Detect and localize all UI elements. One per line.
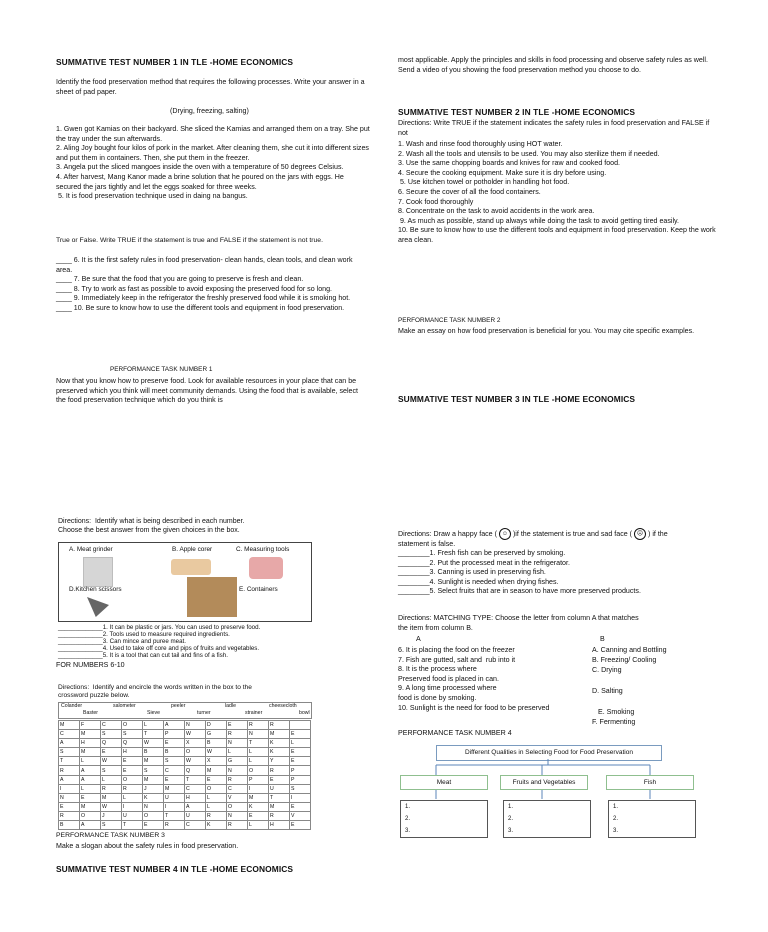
puzzle-word: strainer (245, 710, 263, 716)
grid-cell: H (185, 793, 206, 802)
tools-item: _____________3. Can mince and puree meat. (58, 638, 186, 645)
grid-row (59, 802, 311, 811)
grid-cell: P (248, 775, 269, 784)
grid-cell: E (59, 802, 80, 811)
grid-cell: N (185, 721, 206, 730)
grid-cell: G (206, 730, 227, 739)
face-directions (398, 528, 718, 550)
grid-cell: M (80, 730, 101, 739)
grid-row (59, 739, 311, 748)
grid-cell: B (59, 821, 80, 830)
grid-cell: A (80, 821, 101, 830)
tf-item: ____ 6. It is the first safety rules in food preservation- clean hands, clean tools, and clean work area. (56, 256, 355, 274)
grid-cell: E (143, 821, 164, 830)
kitchen-scissors-image (87, 597, 109, 617)
grid-cell: M (143, 757, 164, 766)
matching-column-a (398, 646, 598, 713)
grid-cell: W (206, 748, 227, 757)
grid-cell: O (80, 811, 101, 820)
apple-corer-image (171, 559, 211, 575)
tf-item: ____ 7. Be sure that the food that you are going to preserve is fresh and clean. (56, 275, 304, 284)
grid-cell: S (101, 766, 122, 775)
choice-e: E. Containers (239, 586, 278, 593)
grid-cell: X (185, 739, 206, 748)
grid-cell: E (290, 757, 311, 766)
grid-cell: T (164, 811, 185, 820)
grid-cell: N (248, 730, 269, 739)
grid-cell: E (206, 775, 227, 784)
matching-a-item: 7. Fish are gutted, salt and rub into it (398, 655, 516, 664)
happy-face-icon: ☺ (499, 528, 511, 540)
test2-directions: Directions: Write TRUE if the statement indicates the safety rules in food preservation and FALSE if not (398, 119, 712, 137)
grid-cell: U (185, 811, 206, 820)
test2-item: 8. Concentrate on the task to avoid accidents in the work area. (398, 207, 595, 216)
puzzle-word: salometer (113, 703, 136, 709)
grid-cell: M (164, 784, 185, 793)
grid-cell: C (227, 784, 248, 793)
grid-cell: W (143, 739, 164, 748)
grid-row (59, 721, 311, 730)
puzzle-word: Colander (61, 703, 83, 709)
grid-cell: O (185, 748, 206, 757)
grid-cell: E (227, 721, 248, 730)
puzzle-word: Sieve (147, 710, 160, 716)
matching-b-4: D. Salting (592, 687, 623, 695)
choice-d: D.Kitchen scissors (69, 586, 122, 593)
grid-cell: H (80, 739, 101, 748)
grid-cell: K (269, 748, 290, 757)
grid-cell: C (185, 821, 206, 830)
grid-cell: M (269, 730, 290, 739)
diagram-category-fruits-vegetables: Fruits and Vegetables (500, 775, 588, 790)
grid-cell: R (269, 766, 290, 775)
grid-cell: C (59, 730, 80, 739)
tools-item: _____________1. It can be plastic or jars. You can used to preserve food. (58, 624, 261, 631)
grid-cell: N (227, 811, 248, 820)
pt1-text: Now that you know how to preserve food. Look for available resources in your place that can be preserved which you think will meet community demands. Using the food that is available, select the food preservation technique which do you think is (56, 377, 361, 405)
grid-cell: B (206, 739, 227, 748)
grid-cell: I (164, 802, 185, 811)
grid-cell: E (269, 775, 290, 784)
grid-cell: R (269, 811, 290, 820)
diagram-title-box: Different Qualities in Selecting Food for Food Preservation (436, 745, 662, 761)
measuring-tools-image (249, 557, 283, 579)
diagram-category-fish: Fish (606, 775, 694, 790)
grid-cell: M (80, 748, 101, 757)
grid-cell: E (101, 748, 122, 757)
grid-cell: K (269, 739, 290, 748)
grid-cell: V (290, 811, 311, 820)
puzzle-word: turner (197, 710, 211, 716)
grid-cell: Q (122, 739, 143, 748)
grid-cell: E (290, 730, 311, 739)
grid-cell: N (227, 739, 248, 748)
test2-item: 5. Use kitchen towel or potholder in handling hot food. (398, 178, 570, 187)
answer-line: 1. (405, 804, 411, 810)
grid-cell: R (122, 784, 143, 793)
grid-cell: W (185, 730, 206, 739)
grid-row (59, 766, 311, 775)
face-item: ________5. Select fruits that are in season to have more preserved products. (398, 587, 641, 596)
pt1-continued: most applicable. Apply the principles and skills in food processing and observe safety rules as well. Send a video of you showing the food preservation method you choose to do. (398, 56, 708, 74)
grid-cell: M (206, 766, 227, 775)
sad-face-icon: ☹ (634, 528, 646, 540)
face-item: ________4. Sunlight is needed when drying fishes. (398, 577, 559, 586)
puzzle-word: peeler (171, 703, 186, 709)
for-numbers: FOR NUMBERS 6-10 (56, 661, 125, 669)
grid-cell: M (248, 793, 269, 802)
grid-cell: A (164, 721, 185, 730)
grid-cell: M (269, 802, 290, 811)
answer-line: 3. (405, 828, 411, 834)
test2-items (398, 140, 716, 246)
grid-cell: T (122, 821, 143, 830)
grid-cell: B (164, 748, 185, 757)
test2-item: 7. Cook food thoroughly (398, 197, 474, 206)
grid-cell: L (290, 739, 311, 748)
test2-item: 6. Secure the cover of all the food containers. (398, 187, 541, 196)
grid-cell: P (164, 730, 185, 739)
grid-cell: E (80, 793, 101, 802)
choice-c: C. Measuring tools (236, 546, 290, 553)
grid-cell: I (248, 784, 269, 793)
grid-cell: A (59, 739, 80, 748)
test1-items (56, 125, 370, 202)
grid-row (59, 730, 311, 739)
grid-row (59, 793, 311, 802)
matching-a-item: 10. Sunlight is the need for food to be preserved (398, 703, 550, 712)
meat-grinder-image (83, 557, 113, 587)
face-item: ________2. Put the processed meat in the refrigerator. (398, 558, 570, 567)
grid-cell: A (80, 775, 101, 784)
test1-item: 1. Gwen got Kamias on their backyard. She sliced the Kamias and arranged them on a tray. She put the tray under the sun afterwards. (56, 125, 372, 143)
tools-choice-box (58, 542, 312, 622)
grid-cell: R (227, 821, 248, 830)
puzzle-word: ladle (225, 703, 236, 709)
grid-row (59, 784, 311, 793)
grid-cell: E (290, 802, 311, 811)
grid-cell: B (143, 748, 164, 757)
grid-cell: L (80, 784, 101, 793)
grid-cell: L (227, 748, 248, 757)
matching-a-item: 6. It is placing the food on the freezer (398, 646, 515, 654)
containers-image (187, 577, 237, 617)
face-items (398, 549, 718, 597)
pt3-title: PERFORMANCE TASK NUMBER 3 (56, 832, 165, 839)
grid-row (59, 821, 311, 830)
answer-line: 1. (613, 804, 619, 810)
grid-cell: U (122, 811, 143, 820)
face-dir-text: ) if the (647, 529, 668, 538)
face-item: ________1. Fresh fish can be preserved by smoking. (398, 549, 566, 557)
grid-cell: L (206, 793, 227, 802)
answer-line: 3. (613, 828, 619, 834)
grid-cell: L (122, 793, 143, 802)
grid-cell: L (80, 757, 101, 766)
grid-row (59, 811, 311, 820)
grid-cell: R (101, 784, 122, 793)
grid-cell: S (122, 730, 143, 739)
grid-cell: G (227, 757, 248, 766)
grid-cell: R (59, 811, 80, 820)
grid-row (59, 775, 311, 784)
grid-cell: S (143, 766, 164, 775)
matching-a-item: food is done by smoking. (398, 693, 477, 702)
grid-cell (290, 721, 311, 730)
grid-cell: O (206, 784, 227, 793)
test1-choices: (Drying, freezing, salting) (170, 107, 249, 115)
test2-item: 4. Secure the cooking equipment. Make sure it is dry before using. (398, 168, 607, 177)
fish-answer-box (608, 800, 696, 838)
grid-cell: U (269, 784, 290, 793)
grid-row (59, 748, 311, 757)
test1-item: 4. After harvest, Mang Kanor made a brine solution that he poured on the jars with eggs. He secured the jars tightly and let the eggs soaked for three weeks. (56, 172, 346, 191)
grid-cell: R (164, 821, 185, 830)
grid-cell: T (269, 793, 290, 802)
test4-title: SUMMATIVE TEST NUMBER 4 IN TLE -HOME ECONOMICS (56, 864, 294, 874)
crossword-grid (58, 720, 311, 830)
tools-item: _____________2. Tools used to measure required ingredients. (58, 631, 230, 638)
tools-item: _____________5. It is a tool that can cut tail and fins of a fish. (58, 652, 228, 659)
test2-item: 1. Wash and rinse food thoroughly using HOT water. (398, 140, 563, 148)
grid-cell: D (206, 721, 227, 730)
tf-item: ____ 9. Immediately keep in the refrigerator the freshly preserved food while it is smoking hot. (56, 294, 351, 303)
grid-cell: X (206, 757, 227, 766)
face-dir-text: Directions: Draw a happy face ( (398, 529, 497, 538)
test1-instructions: Identify the food preservation method that requires the following processes. Write your answer in a sheet of pad paper. (56, 78, 369, 96)
grid-cell: L (248, 757, 269, 766)
puzzle-directions: Directions: Identify and encircle the words written in the box to the crossword puzzle below. (58, 684, 252, 699)
grid-cell: T (59, 757, 80, 766)
grid-cell: N (143, 802, 164, 811)
grid-cell: H (122, 748, 143, 757)
grid-row (59, 757, 311, 766)
answer-line: 2. (613, 816, 619, 822)
test1-item: 3. Angela put the sliced mangoes inside the oven with a temperature of 50 degrees Celsius. (56, 163, 344, 172)
grid-cell: C (101, 721, 122, 730)
grid-cell: P (290, 766, 311, 775)
grid-cell: K (206, 821, 227, 830)
grid-cell: A (185, 802, 206, 811)
grid-cell: I (59, 784, 80, 793)
grid-cell: E (164, 739, 185, 748)
matching-a-item: Preserved food is placed in can. (398, 674, 499, 683)
pt3-text: Make a slogan about the safety rules in food preservation. (56, 842, 239, 850)
face-item: ________3. Canning is used in preserving fish. (398, 568, 546, 577)
matching-b-6: F. Fermenting (592, 718, 636, 726)
grid-cell: M (59, 721, 80, 730)
grid-cell: K (248, 802, 269, 811)
puzzle-word: cheesecloth (269, 703, 297, 709)
grid-cell: M (80, 802, 101, 811)
matching-b-5: E. Smoking (598, 708, 635, 716)
grid-cell: R (269, 721, 290, 730)
choice-a: A. Meat grinder (69, 546, 113, 553)
meat-answer-box (400, 800, 488, 838)
grid-cell: S (59, 748, 80, 757)
matching-b-2: B. Freezing/ Cooling (592, 656, 657, 664)
grid-cell: O (122, 721, 143, 730)
grid-cell: I (122, 802, 143, 811)
test1-title: SUMMATIVE TEST NUMBER 1 IN TLE -HOME ECONOMICS (56, 57, 294, 67)
grid-cell: L (248, 821, 269, 830)
grid-cell: U (164, 793, 185, 802)
test2-title: SUMMATIVE TEST NUMBER 2 IN TLE -HOME ECONOMICS (398, 107, 636, 117)
grid-cell: L (206, 802, 227, 811)
grid-cell: W (101, 757, 122, 766)
grid-cell: R (227, 730, 248, 739)
test2-item: 9. As much as possible, stand up always while doing the task to avoid getting tired easily. (398, 216, 680, 225)
tf-items (56, 256, 370, 314)
grid-cell: V (227, 793, 248, 802)
grid-cell: O (227, 802, 248, 811)
grid-cell: C (185, 784, 206, 793)
grid-cell: C (164, 766, 185, 775)
tf-item: ____ 10. Be sure to know how to use the different tools and equipment in food preservation. (56, 303, 345, 312)
puzzle-wordbox (58, 702, 312, 719)
grid-cell: R (206, 811, 227, 820)
grid-cell: E (122, 757, 143, 766)
matching-directions: Directions: MATCHING TYPE: Choose the letter from column A that matches the item from column B. (398, 614, 641, 632)
column-a-label: A (416, 635, 421, 643)
grid-cell: Q (101, 739, 122, 748)
test1-item: 2. Aling Joy bought four kilos of pork in the market. After cleaning them, she cut it into different sizes and put them in containers. Then, she put them in the freezer. (56, 144, 371, 162)
grid-cell: W (185, 757, 206, 766)
grid-cell: E (290, 821, 311, 830)
grid-cell: S (164, 757, 185, 766)
grid-cell: R (59, 766, 80, 775)
grid-cell: S (101, 730, 122, 739)
grid-cell: F (80, 721, 101, 730)
grid-cell: M (101, 793, 122, 802)
grid-cell: S (290, 784, 311, 793)
test2-item: 3. Use the same chopping boards and knives for raw and cooked food. (398, 159, 621, 168)
fruits-vegetables-answer-box (503, 800, 591, 838)
grid-cell: A (80, 766, 101, 775)
test2-item: 10. Be sure to know how to use the different tools and equipment in food preservation. Keep the work area clean. (398, 226, 718, 244)
tools-items (58, 624, 318, 659)
grid-cell: T (185, 775, 206, 784)
grid-cell: T (248, 739, 269, 748)
face-dir-text: )if the statement is true and sad face ( (512, 529, 633, 538)
diagram-category-meat: Meat (400, 775, 488, 790)
grid-cell: A (59, 775, 80, 784)
tools-directions: Directions: Identify what is being described in each number. Choose the best answer from the given choices in the box. (58, 518, 245, 534)
grid-cell: E (290, 748, 311, 757)
grid-cell: T (143, 730, 164, 739)
pt4-title: PERFORMANCE TASK NUMBER 4 (398, 729, 512, 737)
grid-cell: P (290, 775, 311, 784)
grid-cell: E (164, 775, 185, 784)
grid-cell: E (248, 811, 269, 820)
matching-a-item: 9. A long time processed where (398, 684, 497, 693)
tools-item: _____________4. Used to take off core and pips of fruits and vegetables. (58, 645, 260, 652)
puzzle-word: bowl (299, 710, 310, 716)
answer-line: 3. (508, 828, 514, 834)
grid-cell: W (101, 802, 122, 811)
pt1-title: PERFORMANCE TASK NUMBER 1 (110, 366, 213, 373)
answer-line: 2. (508, 816, 514, 822)
grid-cell: M (143, 775, 164, 784)
grid-cell: L (248, 748, 269, 757)
pt2-text: Make an essay on how food preservation is beneficial for you. You may cite specific examples. (398, 327, 695, 335)
matching-a-item: 8. It is the process where (398, 665, 477, 674)
grid-cell: J (101, 811, 122, 820)
answer-line: 2. (405, 816, 411, 822)
grid-cell: L (143, 721, 164, 730)
face-dir-text: statement is false. (398, 540, 456, 548)
tf-instructions: True or False. Write TRUE if the statement is true and FALSE if the statement is not true. (56, 237, 323, 244)
grid-cell: K (143, 793, 164, 802)
matching-b-3: C. Drying (592, 666, 622, 674)
puzzle-word: Baster (83, 710, 98, 716)
tf-item: ____ 8. Try to work as fast as possible to avoid exposing the preserved food for so long. (56, 284, 333, 293)
grid-cell: L (101, 775, 122, 784)
matching-b-1: A. Canning and Bottling (592, 646, 667, 654)
grid-cell: Y (269, 757, 290, 766)
choice-b: B. Apple corer (172, 546, 213, 553)
pt2-title: PERFORMANCE TASK NUMBER 2 (398, 317, 501, 324)
grid-cell: E (122, 766, 143, 775)
column-b-label: B (600, 635, 605, 643)
grid-cell: O (122, 775, 143, 784)
grid-cell: O (248, 766, 269, 775)
grid-cell: R (227, 775, 248, 784)
grid-cell: N (227, 766, 248, 775)
grid-cell: I (290, 793, 311, 802)
grid-cell: J (143, 784, 164, 793)
grid-cell: R (248, 721, 269, 730)
grid-cell: O (143, 811, 164, 820)
grid-cell: H (269, 821, 290, 830)
test1-item: 5. It is food preservation technique used in daing na bangus. (56, 192, 248, 201)
grid-cell: N (59, 793, 80, 802)
answer-line: 1. (508, 804, 514, 810)
test3-title: SUMMATIVE TEST NUMBER 3 IN TLE -HOME ECONOMICS (398, 394, 636, 404)
grid-cell: S (101, 821, 122, 830)
grid-cell: Q (185, 766, 206, 775)
test2-item: 2. Wash all the tools and utensils to be used. You may also sterilize them if needed. (398, 149, 660, 158)
